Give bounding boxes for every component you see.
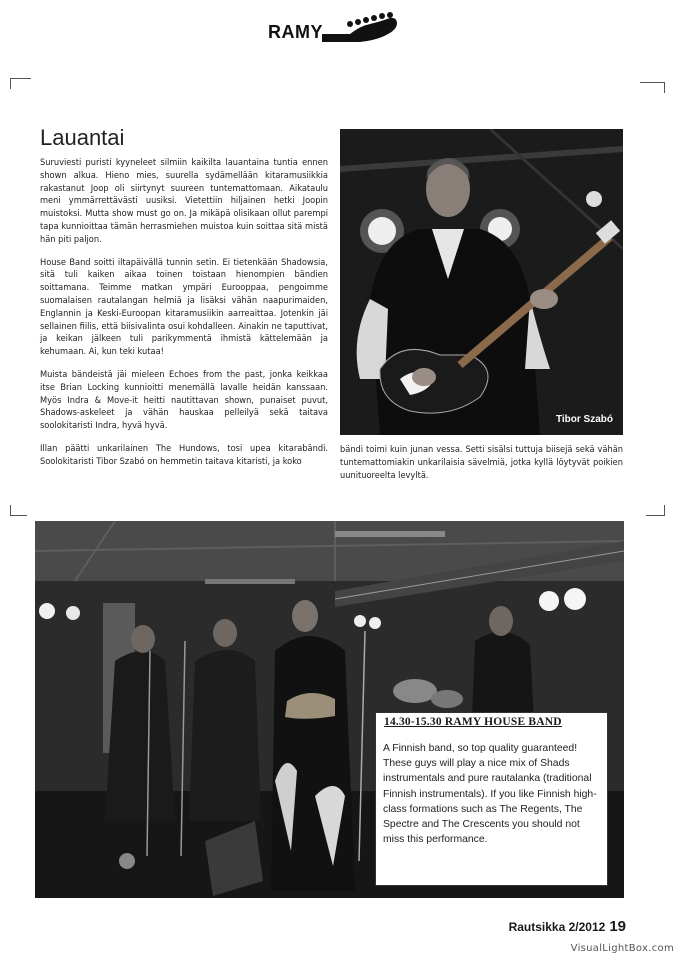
watermark: VisualLightBox.com <box>570 943 674 954</box>
article-continuation: bändi toimi kuin junan vessa. Setti sisälsi tuttuja biisejä sekä vähän tuntemattomiakin unkarilaisia sävelmiä, jotka kyllä löytyvät poikien uunituoreelta levyltä. <box>340 444 623 481</box>
paragraph: Muista bändeistä jäi mieleen Echoes from the past, jonka keikkaa itse Brian Locking kunnioitti menemällä lavalle heidän kanssaan. Myös Indra & Move-it heitti nautittavan shown, punaiset puvut, Shadows-askeleet ja vähän hauskaa pelleilyä sekä taitava soolokitaristi Indra, hyvä hyvä. <box>40 368 328 432</box>
article-body <box>40 157 328 479</box>
crop-mark <box>646 505 665 516</box>
band-info-box <box>375 712 608 886</box>
logo-text: RAMY <box>268 22 323 42</box>
photo-caption: Tibor Szabó <box>555 414 613 425</box>
crop-mark <box>640 82 665 93</box>
guitar-headstock-icon <box>320 12 398 52</box>
ramy-logo <box>268 12 398 52</box>
band-schedule-heading: 14.30-15.30 RAMY HOUSE BAND <box>384 716 562 728</box>
paragraph: House Band soitti iltapäivällä tunnin setin. Ei tietenkään Shadowsia, sitä tuli kaiken aikaa toinen toistaan hienompien bändien soittamana. Teimme matkan ympäri Eurooppaa, pengoimme suomalaisen rautalangan helmiä ja lisäksi vähän naapurimaiden, Englannin ja Keski-Euroopan kitaramusiikin aarreaittaa. Jotenkin jäi sellainen fiilis, että biisivalinta osui kohdalleen. Ainakin ne taputtivat, ja keikan jälkeen tuli parikymmentä ihmistä kättelemään ja kehumaan. Ai, kun teki kutaa! <box>40 256 328 358</box>
band-description: A Finnish band, so top quality guaranteed! These guys will play a nice mix of Shads instrumentals and pure rautalanka (traditional Finnish instrumentals). If you like Finnish high-class formations such as The Regents, The Spectre and The Crescents you should not miss this performance. <box>383 743 597 846</box>
guitarist-illustration <box>340 129 623 435</box>
page-footer <box>509 918 626 936</box>
crop-mark <box>10 78 31 89</box>
crop-mark <box>10 505 27 516</box>
guitarist-photo <box>340 129 623 435</box>
magazine-issue: Rautsikka 2/2012 <box>508 920 606 934</box>
paragraph: Suruviesti puristi kyyneleet silmiin kaikilta lauantaina tuntia ennen shown alkua. Hieno mies, suurella sydämellään kitaramusiikkia rakastanut Joop oli siirtynyt suureen tuntemattomaan. Aikataulu meni ymmärrettävästi uusiksi. Vietettiin hiljainen hetki Joopin muistoksi. Mutta show must go on. Ja mikäpä olisikaan ollut parempi tapa kunnioittaa tämän herrasmiehen muistoa kuin soittaa sitä mistä hän piti paljon. <box>40 157 328 245</box>
page-number: 19 <box>609 918 626 935</box>
paragraph: Illan päätti unkarilainen The Hundows, tosi upea kitarabändi. Soolokitaristi Tibor Szabó on hemmetin taitava kitaristi, ja koko <box>40 442 328 467</box>
article-title: Lauantai <box>40 125 125 150</box>
